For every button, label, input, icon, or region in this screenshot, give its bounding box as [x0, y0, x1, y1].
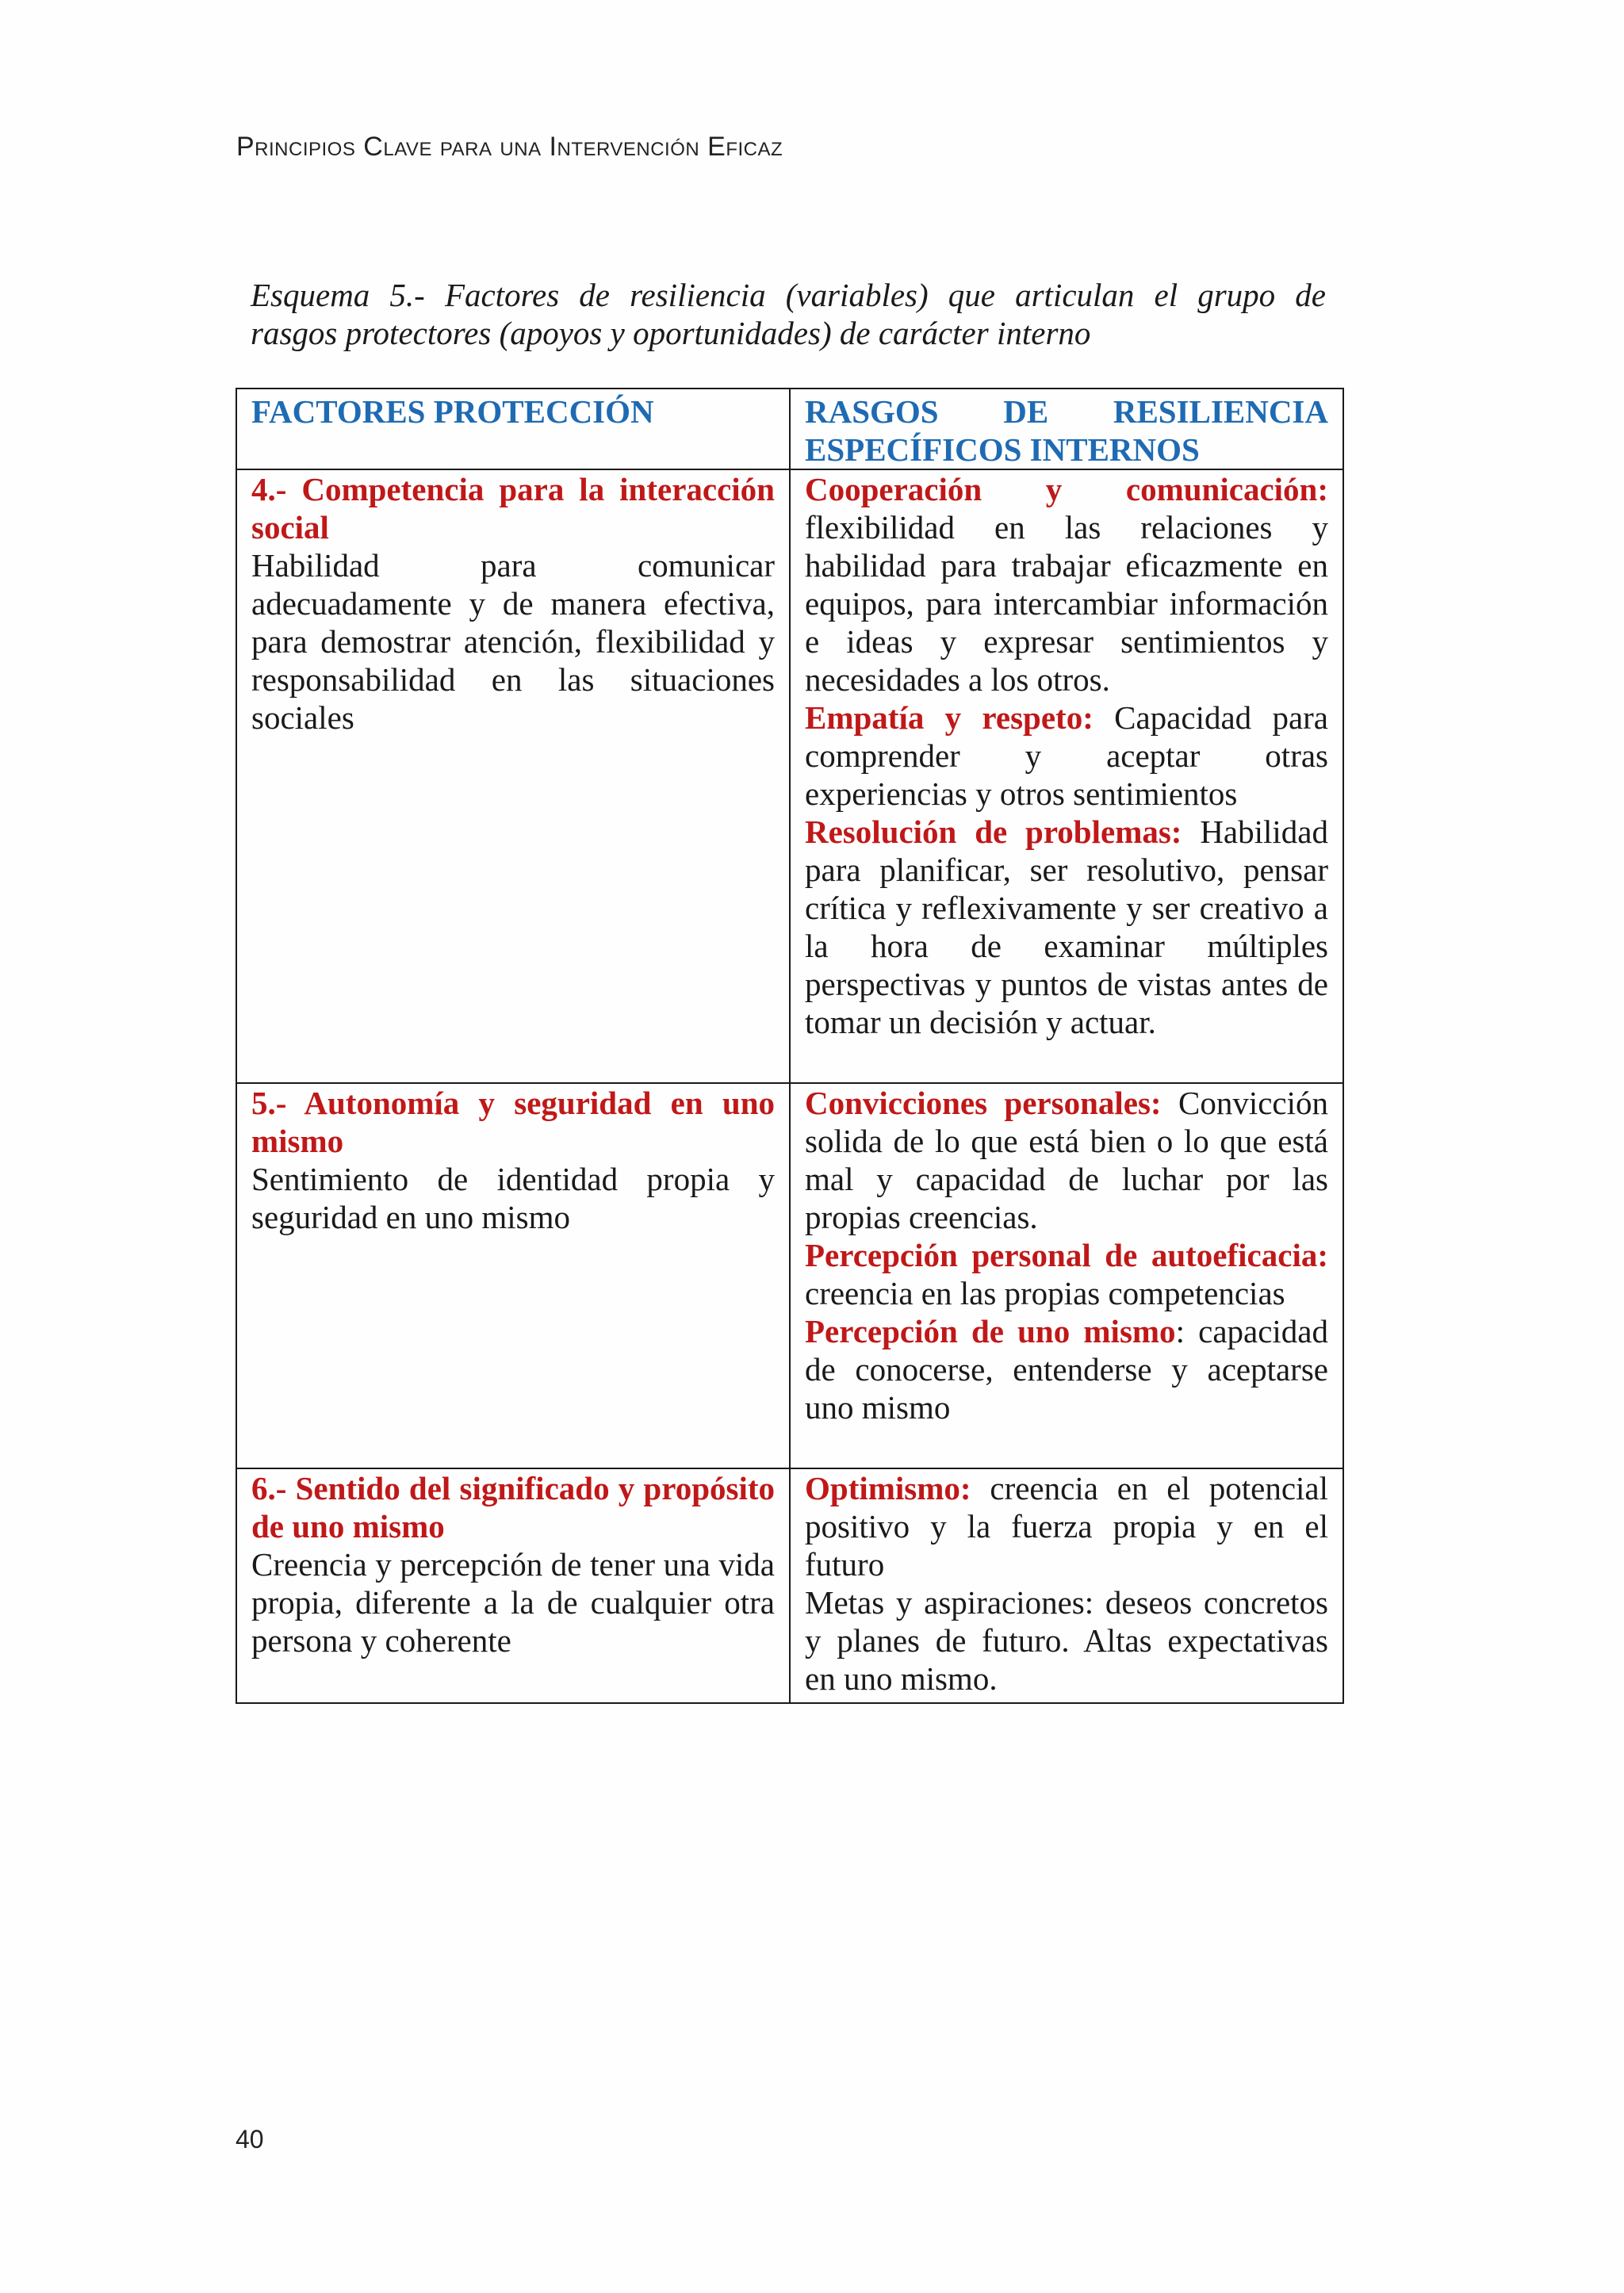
trait-item: [805, 470, 1328, 699]
trait-item: [805, 1583, 1328, 1698]
trait-item: [805, 699, 1328, 813]
trait-text: creencia en el potencial positivo y la fuerza propia y en el futuro: [805, 1470, 1328, 1583]
caption-line-1: Esquema 5.- Factores de resiliencia (variables) que articulan el grupo de: [251, 277, 1326, 313]
trait-text: Habilidad para planificar, ser resolutivo, pensar crítica y reflexivamente y ser creativo a la hora de examinar múltiples perspectivas y puntos de vistas antes de tomar un decisión y actuar.: [805, 813, 1328, 1040]
trait-text: Metas y aspiraciones: deseos concretos y planes de futuro. Altas expectativas en uno mismo.: [805, 1584, 1328, 1697]
trait-title: Resolución de problemas:: [805, 813, 1182, 850]
trait-item: [805, 1312, 1328, 1426]
trait-title: Optimismo:: [805, 1470, 971, 1506]
traits-cell: [790, 1083, 1343, 1468]
trait-title: Empatía y respeto:: [805, 699, 1094, 736]
trait-title: Percepción de uno mismo: [805, 1313, 1176, 1349]
table-row: [236, 469, 1343, 1083]
trait-title: Cooperación y comunicación:: [805, 471, 1328, 507]
caption-line-2: rasgos protectores (apoyos y oportunidades) de carácter interno: [251, 315, 1091, 351]
trait-text: flexibilidad en las relaciones y habilidad para trabajar eficazmente en equipos, para intercambiar información e ideas y expresar sentimientos y necesidades a los otros.: [805, 509, 1328, 698]
factor-description: Creencia y percepción de tener una vida propia, diferente a la de cualquier otra persona y coherente: [251, 1546, 775, 1659]
factor-description: Habilidad para comunicar adecuadamente y de manera efectiva, para demostrar atención, flexibilidad y responsabilidad en las situaciones sociales: [251, 547, 775, 736]
header-traits-line-2: ESPECÍFICOS INTERNOS: [805, 431, 1200, 468]
trait-text: Capacidad para comprender y aceptar otras experiencias y otros sentimientos: [805, 699, 1328, 812]
trait-title: Convicciones personales:: [805, 1085, 1162, 1121]
trait-text: creencia en las propias competencias: [805, 1275, 1285, 1311]
factor-cell: [236, 1083, 790, 1468]
table-row: [236, 1083, 1343, 1468]
header-traits-line-1: RASGOS DE RESILIENCIA: [805, 393, 1328, 430]
trait-item: [805, 1469, 1328, 1583]
table-header-row: [236, 389, 1343, 469]
trait-item: [805, 1236, 1328, 1312]
factor-title: 5.- Autonomía y seguridad en uno mismo: [251, 1085, 775, 1159]
table-row: [236, 1468, 1343, 1703]
factor-title: 4.- Competencia para la interacción social: [251, 471, 775, 545]
trait-item: [805, 813, 1328, 1041]
trait-text: : capacidad de conocerse, entenderse y aceptarse uno mismo: [805, 1313, 1329, 1426]
header-factors: FACTORES PROTECCIÓN: [251, 393, 654, 430]
trait-text: Convicción solida de lo que está bien o lo que está mal y capacidad de luchar por las propias creencias.: [805, 1085, 1329, 1235]
factor-cell: [236, 1468, 790, 1703]
header-cell-factors: [236, 389, 790, 469]
factor-title: 6.- Sentido del significado y propósito de uno mismo: [251, 1470, 775, 1545]
factor-cell: [236, 469, 790, 1083]
traits-cell: [790, 1468, 1343, 1703]
factor-description: Sentimiento de identidad propia y seguridad en uno mismo: [251, 1161, 775, 1235]
traits-cell: [790, 469, 1343, 1083]
header-cell-traits: [790, 389, 1343, 469]
page-number: 40: [236, 2125, 264, 2153]
resilience-factors-table: [236, 388, 1344, 1704]
scheme-caption: [251, 276, 1326, 352]
trait-title: Percepción personal de autoeficacia:: [805, 1237, 1328, 1273]
trait-item: [805, 1084, 1328, 1236]
running-header: Principios Clave para una Intervención Eficaz: [236, 132, 783, 162]
